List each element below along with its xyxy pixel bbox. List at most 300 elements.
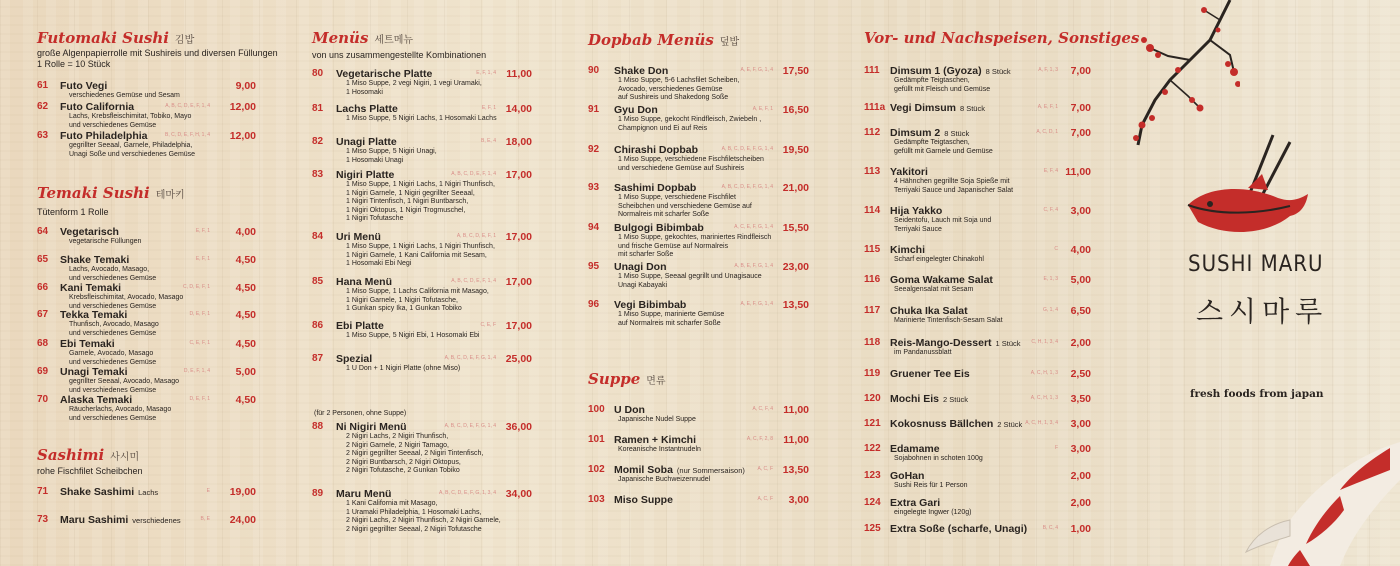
item-name: Futo Philadelphia	[60, 130, 148, 142]
item-allergens: A, C, H, 1, 3, 4	[1025, 420, 1058, 426]
item-description: Lachs, Avocado, Masago,	[69, 266, 150, 273]
item-number: 81	[312, 103, 324, 114]
item-name: U Don	[614, 404, 645, 416]
item-description: Sojabohnen in schoten 100g	[894, 455, 983, 462]
item-price: 12,00	[229, 130, 256, 142]
item-allergens: A, E, F, G, 1, 4	[740, 301, 773, 307]
item-allergens: E, F, 1, 4	[476, 70, 496, 76]
item-allergens: A, C, F, 4	[752, 406, 773, 412]
menus-title: Menüs 세트메뉴	[312, 29, 414, 47]
futomaki-subtitle: große Algenpapierrolle mit Sushireis und diversen Füllungen	[37, 48, 278, 58]
item-price: 2,00	[1070, 470, 1091, 482]
item-name: Ebi Temaki	[60, 338, 115, 350]
item-description: 1 Uramaki Philadelphia, 1 Hosomaki Lachs,	[346, 508, 482, 516]
koi-fish-icon	[1240, 440, 1400, 566]
item-description: 1 Hosomaki Ebi Negi	[346, 260, 412, 268]
item-description: 4 Hähnchen gegrillte Soja Spieße mit	[894, 178, 1010, 185]
item-number: 118	[864, 337, 881, 348]
futomaki-portion: 1 Rolle = 10 Stück	[37, 59, 111, 69]
item-number: 116	[864, 274, 881, 285]
item-number: 64	[37, 226, 49, 237]
item-name: Ni Nigiri Menü	[336, 421, 407, 433]
item-name: Edamame	[890, 443, 940, 455]
item-description: und frische Gemüse auf Normalreis	[618, 242, 729, 250]
item-name: Vegi Dimsum 8 Stück	[890, 102, 985, 114]
item-note: 8 Stück	[985, 67, 1011, 76]
item-note: 2 Stück	[997, 420, 1023, 429]
item-name: Shake Temaki	[60, 254, 130, 266]
item-number: 122	[864, 443, 881, 454]
item-description: 2 Nigiri gegrillter Seeaal, 2 Nigiri Tintenfisch,	[346, 450, 484, 458]
item-allergens: C, F, 4	[1043, 207, 1058, 213]
item-name: Chirashi Dopbab	[614, 144, 699, 156]
item-price: 17,00	[505, 320, 532, 332]
item-number: 62	[37, 101, 49, 112]
item-allergens: A, C, E, F, G, 1, 4	[734, 224, 773, 230]
item-number: 96	[588, 299, 600, 310]
item-price: 19,00	[229, 486, 256, 498]
item-number: 117	[864, 305, 881, 316]
item-allergens: B, C, D, E, F, H, 1, 4	[164, 132, 210, 138]
item-number: 68	[37, 338, 49, 349]
item-name: Dimsum 1 (Gyoza) 8 Stück	[890, 65, 1011, 77]
item-description: Räucherlachs, Avocado, Masago	[69, 406, 172, 413]
item-allergens: E, F, 4	[1043, 168, 1058, 174]
item-number: 103	[588, 494, 605, 505]
item-number: 100	[588, 404, 605, 415]
item-description: und verschiedene Gemüse auf Sushireis	[618, 164, 745, 172]
item-description: Thunfisch, Avocado, Masago	[69, 321, 159, 328]
item-price: 11,00	[506, 68, 532, 80]
item-description: Champignon und Ei auf Reis	[618, 124, 708, 132]
item-number: 66	[37, 282, 49, 293]
item-name: Unagi Temaki	[60, 366, 128, 378]
item-name: Unagi Don	[614, 261, 667, 273]
item-allergens: A, C, F	[757, 496, 773, 502]
item-description: Scheibchen und verschiedene Gemüse auf	[618, 202, 752, 210]
item-allergens: A, C, H, 1, 3	[1030, 370, 1058, 376]
item-number: 61	[37, 80, 49, 91]
item-number: 115	[864, 244, 881, 255]
item-name: Mochi Eis 2 Stück	[890, 393, 969, 405]
item-description: gegrillter Seeaal, Garnele, Philadelphia,	[69, 142, 193, 149]
item-allergens: E, F, 1	[481, 105, 496, 111]
item-number: 90	[588, 65, 600, 76]
item-description: 1 Miso Suppe, 1 Nigiri Lachs, 1 Nigiri Thunfisch,	[346, 243, 495, 250]
item-price: 17,50	[782, 65, 809, 77]
item-description: Seidentofu, Lauch mit Soja und	[894, 217, 992, 224]
item-note: Lachs	[138, 488, 159, 497]
suppe-title: Suppe 면류	[588, 370, 666, 388]
dopbab-title: Dopbab Menüs 덮밥	[588, 31, 740, 49]
item-price: 2,50	[1070, 368, 1091, 380]
item-name: Futo Vegi	[60, 80, 108, 92]
item-price: 16,50	[782, 104, 809, 116]
item-description: mit scharfer Soße	[618, 251, 674, 259]
item-allergens: A, B, C, D, E, F, 1, 4	[165, 103, 210, 109]
item-name: Lachs Platte	[336, 103, 398, 115]
item-description: 1 Miso Suppe, verschiedene Fischfilet	[618, 194, 736, 201]
item-description: 1 Hosomaki Unagi	[346, 156, 404, 164]
item-price: 3,00	[1070, 443, 1091, 455]
item-number: 123	[864, 470, 881, 481]
item-name: Futo California	[60, 101, 135, 113]
item-description: 1 Nigiri Tintenfisch, 1 Nigiri Buntbarsch,	[346, 198, 469, 206]
menus-note: (für 2 Personen, ohne Suppe)	[314, 410, 407, 417]
item-number: 121	[864, 418, 881, 429]
item-name: Spezial	[336, 353, 373, 365]
fish-logo-icon	[1178, 130, 1328, 255]
item-description: auf Sushireis und Shakedong Soße	[618, 94, 729, 102]
item-price: 12,00	[229, 101, 256, 113]
item-price: 13,50	[782, 464, 809, 476]
item-name: Momil Soba (nur Sommersaison)	[614, 464, 745, 476]
item-description: 1 Miso Suppe, 1 Nigiri Lachs, 1 Nigiri Thunfisch,	[346, 181, 495, 188]
item-description: Seealgensalat mit Sesam	[894, 286, 974, 293]
item-allergens: D, E, F, 1	[189, 396, 210, 402]
menus-subtitle: von uns zusammengestellte Kombinationen	[312, 50, 487, 60]
item-number: 67	[37, 309, 49, 320]
item-description: 1 Miso Suppe, 5 Nigiri Ebi, 1 Hosomaki Ebi	[346, 332, 480, 339]
item-description: und verschiedenes Gemüse	[69, 358, 157, 366]
item-number: 69	[37, 366, 49, 377]
item-allergens: E	[206, 488, 210, 494]
item-name: Vegi Bibimbab	[614, 299, 687, 311]
item-name: Extra Soße (scharfe, Unagi)	[890, 523, 1028, 535]
item-description: 2 Nigiri Lachs, 2 Nigiri Thunfisch,	[346, 433, 449, 440]
item-description: Scharf eingelegter Chinakohl	[894, 256, 984, 263]
item-name: Tekka Temaki	[60, 309, 128, 321]
item-price: 4,00	[235, 226, 256, 238]
temaki-subtitle: Tütenform 1 Rolle	[37, 207, 109, 217]
item-price: 25,00	[505, 353, 532, 365]
item-price: 7,00	[1070, 65, 1091, 77]
item-description: eingelegte Ingwer (120g)	[894, 509, 972, 516]
item-description: Unagi Soße und verschiedenes Gemüse	[69, 150, 196, 158]
item-price: 13,50	[782, 299, 809, 311]
item-number: 120	[864, 393, 881, 404]
futomaki-title: Futomaki Sushi 김밥	[37, 29, 195, 47]
item-allergens: B, E, 4	[480, 138, 496, 144]
item-name: Maru Menü	[336, 488, 392, 500]
item-name: Sashimi Dopbab	[614, 182, 697, 194]
item-number: 94	[588, 222, 600, 233]
item-note: (nur Sommersaison)	[676, 466, 745, 475]
item-number: 70	[37, 394, 49, 405]
item-allergens: C, D, E, F, 1	[183, 284, 210, 290]
item-price: 2,00	[1070, 337, 1091, 349]
brand-name: SUSHI MARU	[1188, 252, 1324, 277]
item-note: verschiedenes	[132, 516, 181, 525]
item-description: 1 Miso Suppe, verschiedene Fischfiletscheiben	[618, 156, 764, 163]
item-description: gefüllt mit Garnele und Gemüse	[894, 147, 993, 155]
cherry-blossom-icon	[1130, 0, 1240, 150]
item-description: 1 Kani California mit Masago,	[346, 500, 438, 507]
item-price: 3,00	[788, 494, 809, 506]
item-description: und verschiedenes Gemüse	[69, 386, 157, 394]
item-name: GoHan	[890, 470, 925, 482]
item-price: 4,50	[235, 282, 256, 294]
item-name: Reis-Mango-Dessert 1 Stück	[890, 337, 1021, 349]
item-number: 73	[37, 514, 49, 525]
item-description: 1 Miso Suppe, Seeaal gegrillt und Unagisauce	[618, 273, 762, 280]
item-description: auf Normalreis mit scharfer Soße	[618, 319, 721, 327]
item-description: gegrillter Seeaal, Avocado, Masago	[69, 378, 179, 385]
item-number: 114	[864, 205, 881, 216]
item-allergens: A, B, C, D, E, F, 1	[456, 233, 496, 239]
item-description: Garnele, Avocado, Masago	[69, 350, 154, 357]
item-price: 4,50	[235, 254, 256, 266]
sashimi-title: Sashimi 사시미	[37, 446, 140, 464]
item-number: 119	[864, 368, 881, 379]
item-price: 2,00	[1070, 497, 1091, 509]
item-description: 1 Hosomaki	[346, 88, 383, 96]
item-name: Vegetarische Platte	[336, 68, 433, 80]
item-allergens: B, E	[200, 516, 210, 522]
item-price: 17,00	[505, 276, 532, 288]
item-description: und verschiedenes Gemüse	[69, 121, 157, 129]
item-price: 19,50	[782, 144, 809, 156]
item-price: 18,00	[505, 136, 532, 148]
item-description: Terriyaki Sauce und Japanischer Salat	[894, 186, 1014, 194]
item-price: 36,00	[505, 421, 532, 433]
item-name: Chuka Ika Salat	[890, 305, 968, 317]
item-description: und verschiedenes Gemüse	[69, 329, 157, 337]
item-name: Gruener Tee Eis	[890, 368, 970, 380]
item-description: 1 Nigiri Garnele, 1 Kani California mit Sesam,	[346, 251, 487, 259]
item-price: 11,00	[1065, 166, 1091, 178]
item-number: 91	[588, 104, 600, 115]
item-allergens: C, E, F	[480, 322, 496, 328]
item-number: 125	[864, 523, 881, 534]
item-number: 65	[37, 254, 49, 265]
item-number: 111a	[864, 102, 886, 113]
item-allergens: A, C, H, 1, 3	[1030, 395, 1058, 401]
item-description: und verschiedenes Gemüse	[69, 414, 157, 422]
item-price: 34,00	[505, 488, 532, 500]
item-name: Miso Suppe	[614, 494, 673, 506]
item-description: Terriyaki Sauce	[894, 225, 942, 233]
item-name: Hija Yakko	[890, 205, 943, 217]
item-number: 92	[588, 144, 600, 155]
item-name: Nigiri Platte	[336, 169, 395, 181]
item-allergens: E, 1, 3	[1043, 276, 1058, 282]
item-price: 3,50	[1070, 393, 1091, 405]
item-allergens: C, E, F, 1	[189, 340, 210, 346]
item-allergens: A, B, C, D, E, F, 1, 4	[451, 278, 496, 284]
item-name: Hana Menü	[336, 276, 393, 288]
item-number: 113	[864, 166, 881, 177]
item-price: 24,00	[229, 514, 256, 526]
item-name: Unagi Platte	[336, 136, 397, 148]
item-description: gefüllt mit Fleisch und Gemüse	[894, 85, 991, 93]
item-description: Japanische Buchweizennudel	[618, 476, 711, 483]
item-allergens: D, E, F, 1, 4	[183, 368, 210, 374]
item-name: Shake Don	[614, 65, 669, 77]
item-description: 2 Nigiri Lachs, 2 Nigiri Thunfisch, 2 Nigiri Garnele,	[346, 517, 501, 525]
item-number: 71	[37, 486, 49, 497]
item-allergens: A, B, C, D, E, F, G, 1, 4	[444, 355, 496, 361]
item-name: Dimsum 2 8 Stück	[890, 127, 970, 139]
item-description: Avocado, verschiedenes Gemüse	[618, 85, 723, 93]
item-allergens: A, C, F, 2, 8	[746, 436, 773, 442]
item-allergens: A, B, C, D, E, F, G, 1, 4	[721, 146, 773, 152]
item-description: und verschiedenes Gemüse	[69, 302, 157, 310]
item-allergens: A, C, D, 1	[1036, 129, 1058, 135]
item-price: 5,00	[235, 366, 256, 378]
item-name: Goma Wakame Salat	[890, 274, 993, 286]
item-allergens: D, E, F, 1	[189, 311, 210, 317]
item-description: 1 Miso Suppe, 5-6 Lachsfilet Scheiben,	[618, 77, 740, 84]
item-number: 63	[37, 130, 49, 141]
item-description: 1 Miso Suppe, 5 Nigiri Unagi,	[346, 148, 437, 155]
item-note: 2 Stück	[943, 395, 969, 404]
item-description: 1 Miso Suppe, gekochtes, mariniertes Rindfleisch	[618, 234, 772, 241]
item-description: Gedämpfte Teigtaschen,	[894, 77, 970, 84]
item-description: Krebsfleischimitat, Avocado, Masago	[69, 294, 184, 301]
item-description: 2 Nigiri Buntbarsch, 2 Nigiri Oktopus,	[346, 458, 461, 466]
item-number: 80	[312, 68, 324, 79]
item-allergens: A, B, E, F, G, 1, 4	[734, 263, 773, 269]
item-price: 4,00	[1070, 244, 1091, 256]
temaki-title: Temaki Sushi 테마키	[37, 184, 185, 202]
item-name: Vegetarisch	[60, 226, 119, 238]
item-price: 4,50	[235, 309, 256, 321]
item-description: vegetarische Füllungen	[69, 238, 142, 245]
item-description: im Pandanussblatt	[894, 349, 952, 356]
item-number: 93	[588, 182, 600, 193]
item-description: und verschiedenes Gemüse	[69, 274, 157, 282]
item-number: 85	[312, 276, 324, 287]
item-number: 112	[864, 127, 881, 138]
item-price: 3,00	[1070, 205, 1091, 217]
item-note: 8 Stück	[959, 104, 985, 113]
item-name: Ebi Platte	[336, 320, 384, 332]
item-name: Bulgogi Bibimbab	[614, 222, 704, 234]
item-price: 5,00	[1070, 274, 1091, 286]
item-description: 2 Nigiri Tofutasche, 2 Gunkan Tobiko	[346, 467, 460, 475]
item-name: Kimchi	[890, 244, 926, 256]
item-allergens: A, B, C, D, E, F, G, 1, 3, 4	[439, 490, 496, 496]
item-allergens: B, C, 4	[1042, 525, 1058, 531]
item-price: 4,50	[235, 394, 256, 406]
item-description: 1 Miso Suppe, marinierte Gemüse	[618, 311, 725, 318]
item-price: 21,00	[782, 182, 809, 194]
item-name: Uri Menü	[336, 231, 381, 243]
item-description: Japanische Nudel Suppe	[618, 416, 696, 423]
item-number: 124	[864, 497, 881, 508]
item-description: Koreanische Instantnudeln	[618, 446, 701, 453]
item-name: Extra Gari	[890, 497, 941, 509]
item-description: 1 Nigiri Garnele, 1 Nigiri gegrillter Seeaal,	[346, 189, 475, 197]
item-allergens: A, E, F, 1	[1037, 104, 1058, 110]
item-allergens: A, B, C, D, E, F, 1, 4	[451, 171, 496, 177]
item-allergens: A, B, C, D, E, F, G, 1, 4	[444, 423, 496, 429]
item-description: Lachs, Krebsfleischimitat, Tobiko, Mayo	[69, 113, 192, 120]
item-price: 23,00	[782, 261, 809, 273]
item-allergens: F	[1054, 445, 1058, 451]
item-name: Kani Temaki	[60, 282, 122, 294]
item-description: 1 Miso Suppe, gekocht Rindfleisch, Zwiebeln ,	[618, 116, 762, 123]
item-name: Yakitori	[890, 166, 928, 178]
item-price: 1,00	[1070, 523, 1091, 535]
item-note: 1 Stück	[995, 339, 1021, 348]
item-description: Normalreis mit scharfer Soße	[618, 211, 710, 219]
item-price: 11,00	[783, 404, 809, 416]
item-name: Kokosnuss Bällchen 2 Stück	[890, 418, 1023, 430]
sashimi-subtitle: rohe Fischfilet Scheibchen	[37, 466, 143, 476]
item-price: 14,00	[505, 103, 532, 115]
item-number: 101	[588, 434, 605, 445]
brand-slogan: fresh foods from japan	[1190, 388, 1324, 400]
item-allergens: A, B, C, D, E, F, G, 1, 4	[721, 184, 773, 190]
item-number: 111	[864, 65, 880, 76]
item-description: 1 Miso Suppe, 5 Nigiri Lachs, 1 Hosomaki Lachs	[346, 115, 497, 122]
item-description: Gedämpfte Teigtaschen,	[894, 139, 970, 146]
item-name: Shake Sashimi Lachs	[60, 486, 159, 498]
item-description: Marinierte Tintenfisch-Sesam Salat	[894, 317, 1003, 324]
item-number: 84	[312, 231, 324, 242]
item-price: 7,00	[1070, 102, 1091, 114]
item-name: Alaska Temaki	[60, 394, 133, 406]
item-note: 8 Stück	[944, 129, 970, 138]
item-price: 11,00	[783, 434, 809, 446]
item-description: 1 U Don + 1 Nigiri Platte (ohne Miso)	[346, 365, 461, 372]
item-description: 2 Nigiri gegrillter Seeaal, 2 Nigiri Tofutasche	[346, 525, 482, 533]
item-name: Maru Sashimi verschiedenes	[60, 514, 181, 526]
item-allergens: E, F, 1	[195, 228, 210, 234]
item-price: 3,00	[1070, 418, 1091, 430]
item-description: 1 Gunkan spicy Ika, 1 Gunkan Tobiko	[346, 305, 462, 313]
item-allergens: C	[1054, 246, 1058, 252]
item-description: verschiedenes Gemüse und Sesam	[69, 92, 180, 99]
item-number: 88	[312, 421, 324, 432]
item-number: 95	[588, 261, 600, 272]
item-description: Sushi Reis für 1 Person	[894, 482, 968, 489]
item-description: Unagi Kabayaki	[618, 281, 668, 289]
item-price: 17,00	[505, 231, 532, 243]
item-description: 1 Miso Suppe, 2 vegi Nigiri, 1 vegi Uramaki,	[346, 80, 482, 87]
item-number: 87	[312, 353, 324, 364]
item-price: 6,50	[1070, 305, 1091, 317]
item-allergens: A, E, F, 1	[752, 106, 773, 112]
item-description: 2 Nigiri Garnele, 2 Nigiri Tamago,	[346, 441, 449, 449]
item-description: 1 Nigiri Oktopus, 1 Nigiri Trogmuschel,	[346, 206, 466, 214]
item-name: Gyu Don	[614, 104, 658, 116]
vornach-title: Vor- und Nachspeisen, Sonstiges	[864, 29, 1140, 47]
item-number: 102	[588, 464, 605, 475]
brand-korean: 스시마루	[1196, 296, 1329, 327]
item-description: 1 Nigiri Garnele, 1 Nigiri Tofutasche,	[346, 296, 458, 304]
item-allergens: C, H, 1, 3, 4	[1031, 339, 1058, 345]
item-allergens: G, 1, 4	[1042, 307, 1058, 313]
item-price: 7,00	[1070, 127, 1091, 139]
item-allergens: A, F, 1, 3	[1038, 67, 1058, 73]
item-number: 89	[312, 488, 324, 499]
item-allergens: A, E, F, G, 1, 4	[740, 67, 773, 73]
item-price: 4,50	[235, 338, 256, 350]
item-description: 1 Miso Suppe, 1 Lachs California mit Masago,	[346, 288, 489, 295]
item-number: 86	[312, 320, 324, 331]
item-allergens: E, F, 1	[195, 256, 210, 262]
item-price: 17,00	[505, 169, 532, 181]
item-name: Ramen + Kimchi	[614, 434, 696, 446]
item-number: 82	[312, 136, 324, 147]
item-allergens: A, C, F	[757, 466, 773, 472]
item-price: 9,00	[235, 80, 256, 92]
item-description: 1 Nigiri Tofutasche	[346, 215, 404, 223]
item-price: 15,50	[782, 222, 809, 234]
